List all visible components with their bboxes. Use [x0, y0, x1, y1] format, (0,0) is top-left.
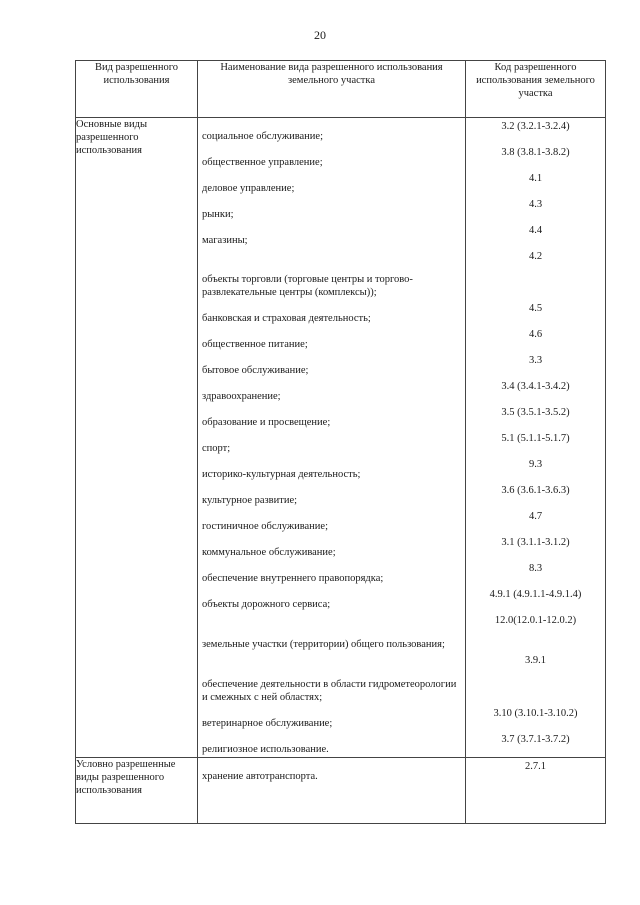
use-code: 4.6: [528, 329, 543, 340]
use-name: деловое управление;: [202, 183, 295, 194]
conditional-uses-names-cell: [198, 758, 466, 824]
use-name: обеспечение внутреннего правопорядка;: [202, 573, 384, 584]
use-code: 5.1 (5.1.1-5.1.7): [501, 433, 570, 444]
use-name: культурное развитие;: [202, 495, 298, 506]
conditional-uses-section: [76, 758, 606, 824]
use-code: 3.8 (3.8.1-3.8.2): [501, 147, 570, 158]
use-code: 3.6 (3.6.1-3.6.3): [501, 485, 570, 496]
use-code: 3.4 (3.4.1-3.4.2): [501, 381, 570, 392]
use-name: религиозное использование.: [202, 744, 329, 755]
use-code: 4.3: [528, 199, 543, 210]
use-name: магазины;: [202, 235, 248, 246]
use-name: социальное обслуживание;: [202, 131, 323, 142]
main-uses-codes-cell: [466, 118, 606, 758]
conditional-uses-codes-cell: [466, 758, 606, 824]
use-name: объекты торговли (торговые центры и торгово-развлекательные центры (комплексы));: [202, 274, 413, 298]
use-name: банковская и страховая деятельность;: [202, 313, 371, 324]
main-uses-names-cell: [198, 118, 466, 758]
use-name: объекты дорожного сервиса;: [202, 599, 331, 610]
use-name: историко-культурная деятельность;: [202, 469, 361, 480]
main-uses-section: [76, 118, 606, 758]
use-name: хранение автотранспорта.: [202, 771, 318, 782]
use-name: бытовое обслуживание;: [202, 365, 309, 376]
use-name: земельные участки (территории) общего пользования;: [202, 639, 445, 650]
conditional-uses-category: Условно разрешенные виды разрешенного использования: [76, 758, 198, 824]
use-code: 3.10 (3.10.1-3.10.2): [493, 708, 578, 719]
header-row: [76, 61, 606, 118]
use-name: общественное управление;: [202, 157, 323, 168]
use-code: 4.9.1 (4.9.1.1-4.9.1.4): [489, 589, 582, 600]
header-permitted-use-type: Вид разрешенного использования: [76, 61, 198, 118]
use-code: 4.5: [528, 303, 543, 314]
use-code: 4.7: [528, 511, 543, 522]
use-name: спорт;: [202, 443, 231, 454]
header-use-name: Наименование вида разрешенного использования земельного участка: [198, 61, 466, 118]
permitted-use-table: [75, 60, 606, 824]
use-code: 4.1: [528, 173, 543, 184]
main-uses-category: Основные виды разрешенного использования: [76, 118, 198, 758]
use-code: 9.3: [528, 459, 543, 470]
header-use-code: Код разрешенного использования земельного участка: [466, 61, 606, 118]
use-name: обеспечение деятельности в области гидрометеорологии и смежных с ней областях;: [202, 679, 457, 703]
use-code: 3.9.1: [525, 655, 546, 666]
use-name: здравоохранение;: [202, 391, 281, 402]
use-code: 3.3: [528, 355, 543, 366]
use-code: 3.7 (3.7.1-3.7.2): [501, 734, 570, 745]
use-name: коммунальное обслуживание;: [202, 547, 336, 558]
use-code: 4.4: [528, 225, 543, 236]
use-code: 3.1 (3.1.1-3.1.2): [501, 537, 570, 548]
use-name: общественное питание;: [202, 339, 308, 350]
use-code: 8.3: [528, 563, 543, 574]
use-code: 3.5 (3.5.1-3.5.2): [501, 407, 570, 418]
use-code: 3.2 (3.2.1-3.2.4): [501, 121, 570, 132]
use-code: 12.0(12.0.1-12.0.2): [494, 615, 577, 626]
use-name: гостиничное обслуживание;: [202, 521, 328, 532]
use-name: рынки;: [202, 209, 234, 220]
use-name: образование и просвещение;: [202, 417, 331, 428]
page-number: 20: [314, 28, 326, 42]
use-code: 4.2: [528, 251, 543, 262]
use-name: ветеринарное обслуживание;: [202, 718, 333, 729]
use-code: 2.7.1: [525, 761, 546, 772]
